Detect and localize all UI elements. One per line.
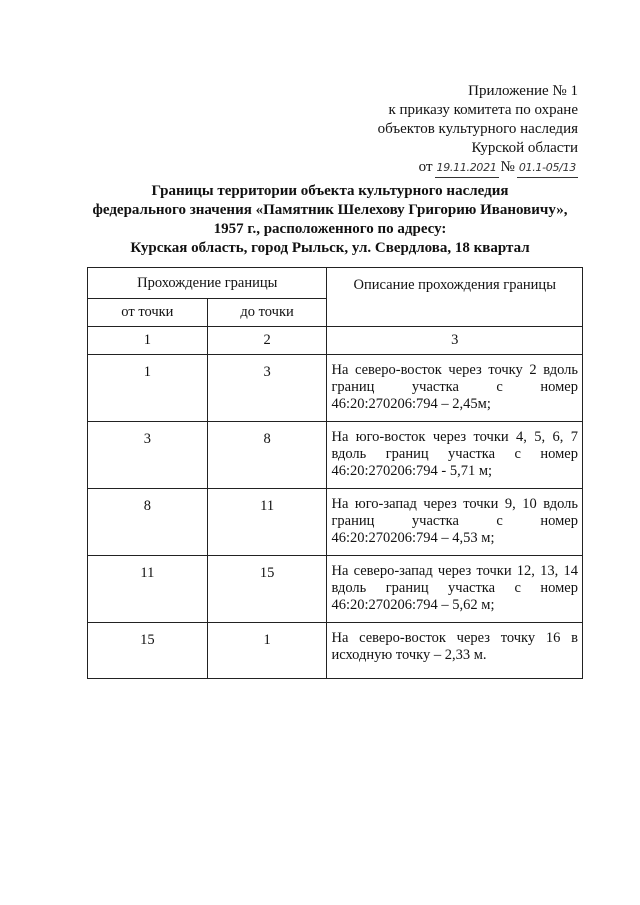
- from-point-cell: 3: [88, 422, 208, 489]
- to-point-cell: 11: [207, 489, 327, 556]
- appendix-order-ref: к приказу комитета по охране: [388, 102, 578, 118]
- table-row: [88, 556, 583, 623]
- title-line-3: 1957 г., расположенного по адресу:: [213, 221, 447, 237]
- to-point-cell: 3: [207, 355, 327, 422]
- order-from-label: от: [418, 159, 433, 175]
- title-line-2: федерального значения «Памятник Шелехову Григорию Ивановичу»,: [92, 202, 568, 218]
- table-header-row: [88, 268, 583, 299]
- to-point-cell: 8: [207, 422, 327, 489]
- table-row: [88, 623, 583, 679]
- description-cell: На юго-восток через точки 4, 5, 6, 7 вдоль границ участка с номер 46:20:270206:794 - 5,71 м;: [327, 422, 583, 489]
- order-number-label: №: [500, 159, 515, 175]
- from-point-cell: 1: [88, 355, 208, 422]
- document-title: [60, 182, 600, 258]
- order-number-handwritten: 01.1-05/13: [517, 158, 578, 178]
- column-number: 3: [327, 327, 583, 355]
- order-date-handwritten: 19.11.2021: [435, 158, 499, 178]
- appendix-region: Курской области: [471, 140, 578, 156]
- appendix-order-line: [378, 158, 578, 178]
- description-cell: На юго-запад через точки 9, 10 вдоль границ участка с номер 46:20:270206:794 – 4,53 м;: [327, 489, 583, 556]
- boundary-table: [87, 267, 583, 679]
- column-number: 1: [88, 327, 208, 355]
- description-cell: На северо-восток через точку 16 в исходную точку – 2,33 м.: [327, 623, 583, 679]
- header-from-point: от точки: [88, 299, 208, 327]
- from-point-cell: 8: [88, 489, 208, 556]
- from-point-cell: 15: [88, 623, 208, 679]
- to-point-cell: 1: [207, 623, 327, 679]
- table-row: [88, 422, 583, 489]
- header-boundary-passage: Прохождение границы: [88, 268, 327, 299]
- appendix-committee: объектов культурного наследия: [377, 121, 578, 137]
- header-description: Описание прохождения границы: [327, 268, 583, 327]
- appendix-header: [378, 82, 578, 178]
- appendix-number: Приложение № 1: [468, 83, 578, 99]
- title-line-1: Границы территории объекта культурного наследия: [151, 183, 509, 199]
- to-point-cell: 15: [207, 556, 327, 623]
- from-point-cell: 11: [88, 556, 208, 623]
- description-cell: На северо-восток через точку 2 вдоль границ участка с номер 46:20:270206:794 – 2,45м;: [327, 355, 583, 422]
- description-cell: На северо-запад через точки 12, 13, 14 вдоль границ участка с номер 46:20:270206:794 – 5,62 м;: [327, 556, 583, 623]
- title-line-4: Курская область, город Рыльск, ул. Свердлова, 18 квартал: [130, 240, 530, 256]
- table-row: [88, 355, 583, 422]
- table-row: [88, 489, 583, 556]
- header-to-point: до точки: [207, 299, 327, 327]
- column-number: 2: [207, 327, 327, 355]
- column-number-row: [88, 327, 583, 355]
